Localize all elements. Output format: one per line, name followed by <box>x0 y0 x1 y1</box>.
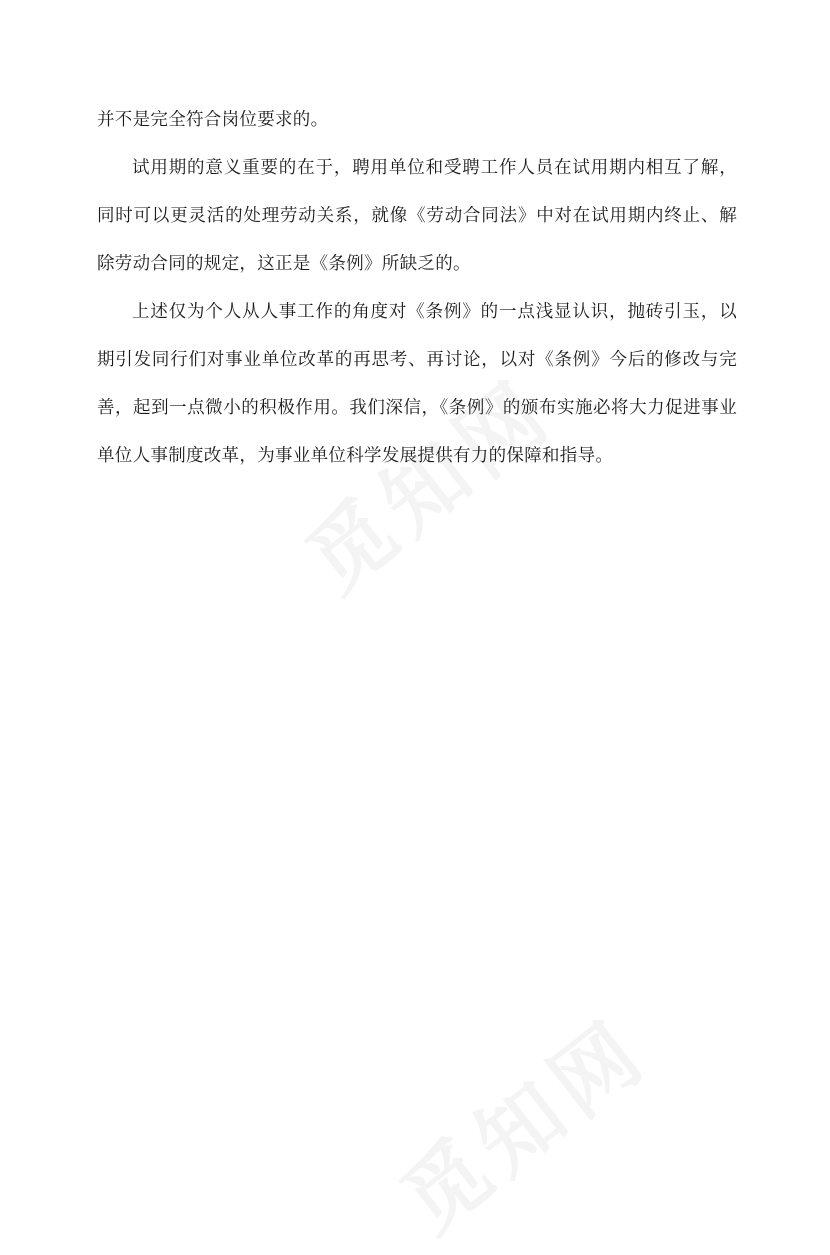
paragraph-probation-period: 试用期的意义重要的在于，聘用单位和受聘工作人员在试用期内相互了解，同时可以更灵活的处理劳动关系，就像《劳动合同法》中对在试用期内终止、解除劳动合同的规定，这正是《条例》所缺乏的。 <box>97 158 737 274</box>
document-body <box>97 96 737 480</box>
paragraph-conclusion: 上述仅为个人从人事工作的角度对《条例》的一点浅显认识，抛砖引玉，以期引发同行们对事业单位改革的再思考、再讨论，以对《条例》今后的修改与完善，起到一点微小的积极作用。我们深信，《条例》的颁布实施必将大力促进事业单位人事制度改革，为事业单位科学发展提供有力的保障和指导。 <box>97 302 737 466</box>
paragraph-continuation: 并不是完全符合岗位要求的。 <box>97 110 329 130</box>
watermark-lower <box>373 986 670 1255</box>
